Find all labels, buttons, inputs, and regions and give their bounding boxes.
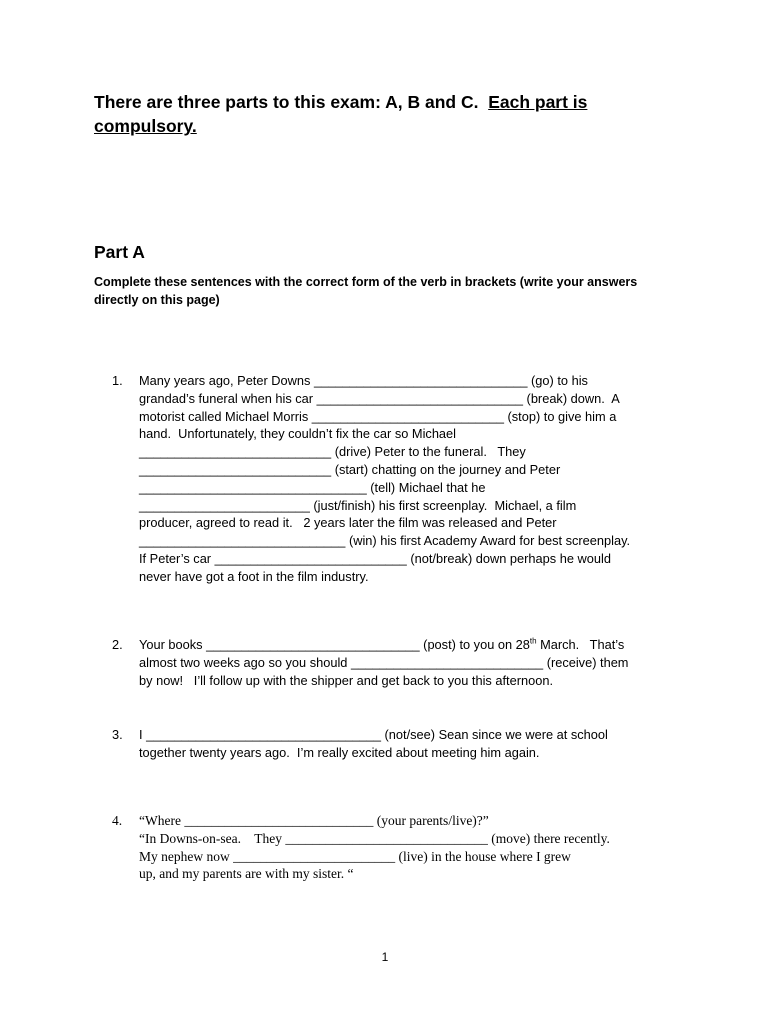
question-line: producer, agreed to read it. 2 years later the film was released and Peter <box>139 515 557 531</box>
question-line: _____________________________ (win) his first Academy Award for best screenplay. <box>139 533 631 549</box>
question-line: up, and my parents are with my sister. “ <box>139 866 354 882</box>
question-line: almost two weeks ago so you should ___________________________ (receive) them <box>139 654 629 670</box>
question-line: “In Downs-on-sea. They ______________________________ (move) there recently. <box>139 830 610 846</box>
page-number: 1 <box>381 950 389 964</box>
intro-text: There are three parts to this exam: A, B and C. <box>94 92 479 112</box>
question-4 <box>112 812 692 883</box>
question-number: 2. <box>112 637 123 652</box>
question-line: grandad’s funeral when his car _____________________________ (break) down. A <box>139 390 620 406</box>
question-line: “Where ____________________________ (your parents/live)?” <box>139 813 489 828</box>
question-line: never have got a foot in the film industry. <box>139 568 369 584</box>
question-text <box>139 636 692 689</box>
question-line: hand. Unfortunately, they couldn’t fix the car so Michael <box>139 426 457 442</box>
question-line: by now! I’ll follow up with the shipper and get back to you this afternoon. <box>139 672 554 688</box>
question-2 <box>112 636 692 689</box>
question-line: Many years ago, Peter Downs ______________________________ (go) to his <box>139 373 588 388</box>
question-1 <box>112 372 692 586</box>
line-text: March. That’s <box>536 637 625 652</box>
line-text: Your books ______________________________ (post) to you on 28 <box>139 637 530 652</box>
question-line: ________________________ (just/finish) his first screenplay. Michael, a film <box>139 497 577 513</box>
ordinal-suffix: th <box>529 636 537 646</box>
question-line: ___________________________ (drive) Peter to the funeral. They <box>139 444 526 460</box>
question-line: ________________________________ (tell) Michael that he <box>139 479 486 495</box>
question-text <box>139 372 692 586</box>
intro-emphasis: Each part is compulsory. <box>94 92 588 136</box>
question-3 <box>112 726 692 762</box>
question-number: 3. <box>112 727 123 742</box>
question-text <box>139 726 692 762</box>
question-number: 4. <box>112 813 123 828</box>
question-line: together twenty years ago. I’m really excited about meeting him again. <box>139 744 540 760</box>
question-line <box>139 636 692 654</box>
question-line: My nephew now ________________________ (live) in the house where I grew <box>139 848 571 864</box>
question-line: I _________________________________ (not/see) Sean since we were at school <box>139 727 608 742</box>
exam-intro <box>94 90 654 138</box>
question-line: ___________________________ (start) chatting on the journey and Peter <box>139 461 561 477</box>
question-line: If Peter’s car ___________________________ (not/break) down perhaps he would <box>139 550 611 566</box>
part-a-title: Part A <box>94 242 145 262</box>
part-a-instructions: Complete these sentences with the correct form of the verb in brackets (write your answers directly on this page) <box>94 275 638 307</box>
question-number: 1. <box>112 373 123 388</box>
question-line: motorist called Michael Morris ___________________________ (stop) to give him a <box>139 408 617 424</box>
question-text <box>139 812 692 883</box>
